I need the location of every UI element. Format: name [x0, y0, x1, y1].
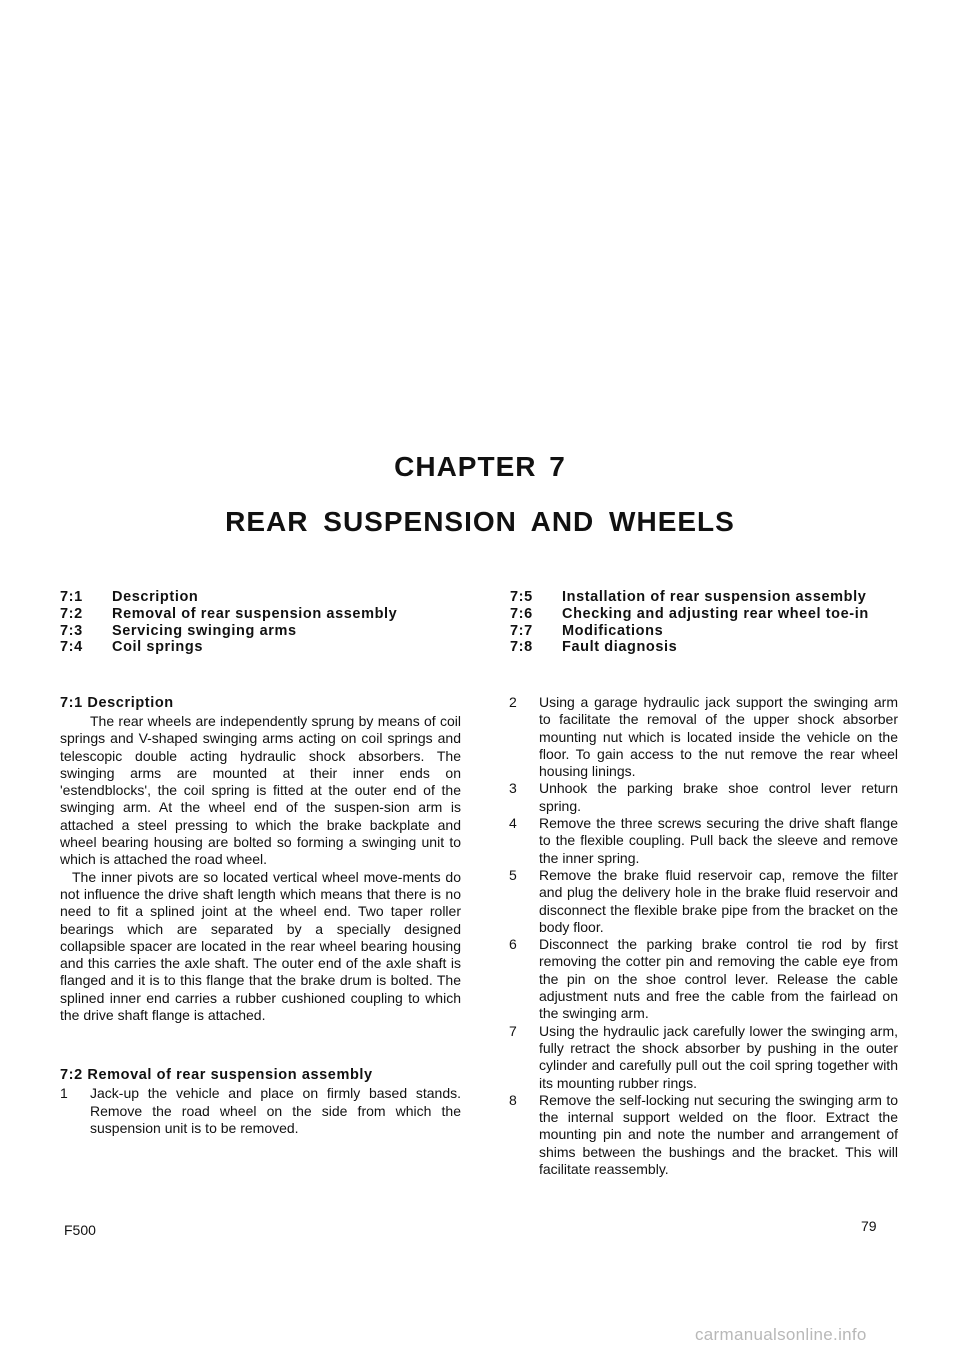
toc-number: 7:2 [60, 605, 83, 622]
toc-number: 7:8 [510, 639, 533, 656]
step-number: 2 [509, 694, 517, 710]
footer-model-code: F500 [64, 1222, 96, 1238]
toc-entry [60, 639, 460, 656]
procedure-step [509, 694, 898, 780]
right-column [509, 694, 898, 1178]
step-text: Jack-up the vehicle and place on firmly based stands. Remove the road wheel on the side from which the suspension unit is to be removed. [90, 1085, 461, 1136]
procedure-step [509, 936, 898, 1022]
step-text: Remove the self-locking nut securing the swinging arm to the internal support welded on the floor. Extract the mounting pin and note the number and arrangement of shims between the bushings and the bracket. This will facilitate reassembly. [539, 1091, 898, 1178]
page-number: 79 [861, 1218, 877, 1234]
procedure-step [509, 815, 898, 867]
section-heading-description: 7:1 Description [60, 695, 174, 711]
toc-label: Removal of rear suspension assembly [112, 605, 398, 622]
toc-entry [60, 589, 460, 606]
toc-label: Checking and adjusting rear wheel toe-in [562, 605, 869, 622]
step-text: Remove the brake fluid reservoir cap, remove the filter and plug the delivery hole in the brake fluid reservoir and disconnect the flexible brake pipe from the bracket on the body floor. [539, 866, 898, 935]
procedure-step [509, 1092, 898, 1178]
toc-number: 7:3 [60, 622, 83, 639]
step-number: 3 [509, 780, 517, 797]
toc-label: Coil springs [112, 639, 203, 656]
toc-label: Installation of rear suspension assembly [562, 589, 867, 605]
toc-number: 7:6 [510, 605, 533, 622]
toc-entry [510, 606, 930, 623]
watermark-text: carmanualsonline.info [695, 1325, 867, 1344]
step-number: 1 [60, 1085, 68, 1102]
section-heading-removal: 7:2 Removal of rear suspension assembly [60, 1067, 373, 1084]
toc-label: Modifications [562, 622, 664, 639]
toc-right [510, 589, 930, 656]
toc-label: Servicing swinging arms [112, 622, 297, 639]
toc-label: Description [112, 589, 199, 605]
procedure-step [509, 1023, 898, 1092]
toc-entry [510, 589, 930, 606]
toc-entry [510, 623, 930, 640]
step-text: Remove the three screws securing the drive shaft flange to the flexible coupling. Pull back the sleeve and remove the inner spring. [539, 815, 898, 866]
toc-left [60, 589, 460, 656]
left-column [60, 694, 461, 1137]
step-number: 5 [509, 866, 517, 883]
procedure-step [509, 867, 898, 936]
toc-number: 7:4 [60, 639, 83, 656]
procedure-step [60, 1085, 461, 1137]
chapter-subtitle: REAR SUSPENSION AND WHEELS [225, 506, 735, 537]
step-number: 4 [509, 815, 517, 832]
toc-entry [60, 606, 460, 623]
step-text: Disconnect the parking brake control tie rod by first removing the cotter pin and removing the cable eye from the pin on the shoe control lever. Release the cable adjustment nuts and free the cable from the fairlead on the swinging arm. [539, 936, 898, 1022]
step-text: Unhook the parking brake shoe control lever return spring. [539, 780, 898, 814]
step-text: Using a garage hydraulic jack support the swinging arm to facilitate the removal of the upper shock absorber mounting nut which is located inside the vehicle on the floor. To gain access to the nut remove the rear wheel housing linings. [539, 694, 898, 780]
chapter-title: CHAPTER 7 [394, 451, 566, 482]
paragraph: The rear wheels are independently sprung by means of coil springs and V-shaped swinging arms acting on coil springs and telescopic double acting hydraulic shock absorbers. The swinging arms are mounted at their inner ends on 'estendblocks', the coil spring is fitted at the outer end of the swinging arm. At the wheel end of the suspen-sion arm is attached a steel pressing to which the brake backplate and wheel bearing housing are bolted so forming a swinging unit to which is attached the road wheel. [60, 713, 461, 868]
paragraph: The inner pivots are so located vertical wheel move-ments do not influence the drive shaft length which means that there is no need to fit a splined joint at the wheel end. Two taper roller bearings which are separated by a specially designed collapsible spacer are located in the rear wheel bearing housing and this carries the axle shaft. The outer end of the axle shaft is flanged and it is to this flange that the brake drum is bolted. The splined inner end carries a rubber cushioned coupling to which the drive shaft flange is attached. [60, 868, 461, 1024]
procedure-step [509, 780, 898, 815]
toc-number: 7:7 [510, 622, 533, 639]
toc-entry [60, 623, 460, 640]
toc-number: 7:1 [60, 589, 83, 605]
toc-label: Fault diagnosis [562, 639, 678, 656]
step-number: 7 [509, 1022, 517, 1039]
toc-entry [510, 639, 930, 656]
step-text: Using the hydraulic jack carefully lower the swinging arm, fully retract the shock absorber by pushing in the outer cylinder and carefully pull out the coil spring together with its mounting rubber rings. [539, 1022, 898, 1091]
step-number: 6 [509, 936, 517, 953]
step-number: 8 [509, 1091, 517, 1108]
toc-number: 7:5 [510, 589, 533, 605]
